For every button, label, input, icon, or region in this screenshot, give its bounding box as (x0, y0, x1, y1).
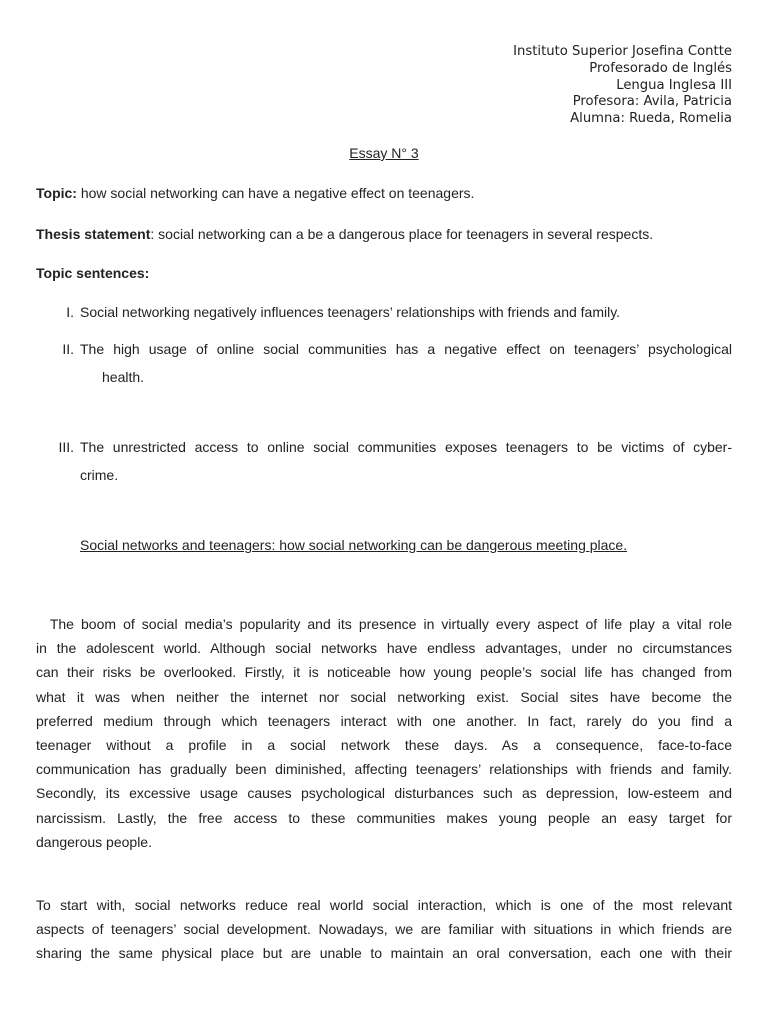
paragraph-line: The boom of social media’s popularity and its presence in virtually every aspect of life play a vital role (36, 616, 732, 632)
topic-sentence-text: The unrestricted access to online social communities exposes teenagers to be victims of cyber- (80, 439, 732, 455)
paragraph-line: teenager without a profile in a social network these days. As a consequence, face-to-face (36, 737, 732, 754)
paragraph-line: aspects of teenagers’ social development. Nowadays, we are familiar with situations in which friends are (36, 921, 732, 938)
header-teacher: Profesora: Avila, Patricia (572, 94, 732, 110)
thesis-label: Thesis statement (36, 226, 151, 242)
topic-sentence-text: The high usage of online social communities has a negative effect on teenagers’ psychological (80, 341, 732, 357)
topic-sentence-1 (66, 298, 732, 326)
document-header (513, 44, 732, 128)
topic-text: how social networking can have a negative effect on teenagers. (76, 185, 475, 201)
header-student: Alumna: Rueda, Romelia (570, 111, 732, 127)
topic-sentence-number: II. (62, 341, 74, 357)
paragraph-line: dangerous people. (36, 833, 152, 850)
paragraph-line: narcissism. Lastly, the free access to these communities makes young people an easy target for (36, 809, 732, 826)
paragraph-line: can their risks be overlooked. Firstly, it is noticeable how young people’s social life has changed from (36, 664, 732, 681)
topic-sentences-heading (36, 263, 149, 283)
header-institution: Instituto Superior Josefina Contte (513, 44, 732, 59)
paragraph-line: in the adolescent world. Although social networks have endless advantages, under no circumstances (36, 640, 732, 657)
topic-label: Topic: (36, 185, 77, 201)
topic-sentence-3 (58, 433, 732, 489)
topic-sentences-label: Topic sentences: (36, 265, 150, 281)
paragraph-line: sharing the same physical place but are unable to maintain an oral conversation, each one with their (36, 945, 732, 962)
topic-sentence-text: Social networking negatively influences teenagers’ relationships with friends and family. (80, 304, 621, 320)
header-program: Profesorado de Inglés (589, 60, 732, 76)
topic-line (36, 183, 474, 203)
body-paragraph-2 (36, 893, 732, 966)
paragraph-line: what it was when neither the internet nor social networking exist. Social sites have become the (36, 688, 732, 705)
paragraph-line: Secondly, its excessive usage causes psychological disturbances such as depression, low-esteem and (36, 785, 732, 802)
body-paragraph-1 (36, 612, 732, 854)
essay-subtitle: Social networks and teenagers: how social networking can be dangerous meeting place. (80, 537, 628, 553)
thesis-text: : social networking can a be a dangerous place for teenagers in several respects. (150, 226, 654, 242)
essay-title: Essay N° 3 (349, 145, 419, 161)
topic-sentence-text-cont: health. (102, 369, 145, 385)
paragraph-line: To start with, social networks reduce real world social interaction, which is one of the most relevant (36, 897, 732, 913)
topic-sentence-text-cont: crime. (80, 467, 119, 483)
topic-sentence-2 (62, 335, 732, 391)
thesis-line (36, 224, 653, 244)
topic-sentence-number: III. (58, 439, 74, 455)
paragraph-line: preferred medium through which teenagers interact with one another. In fact, rarely do you find a (36, 712, 732, 729)
paragraph-line: communication has gradually been diminished, affecting teenagers’ relationships with friends and family. (36, 761, 732, 778)
header-course: Lengua Inglesa III (616, 77, 732, 93)
topic-sentence-number: I. (66, 304, 74, 320)
